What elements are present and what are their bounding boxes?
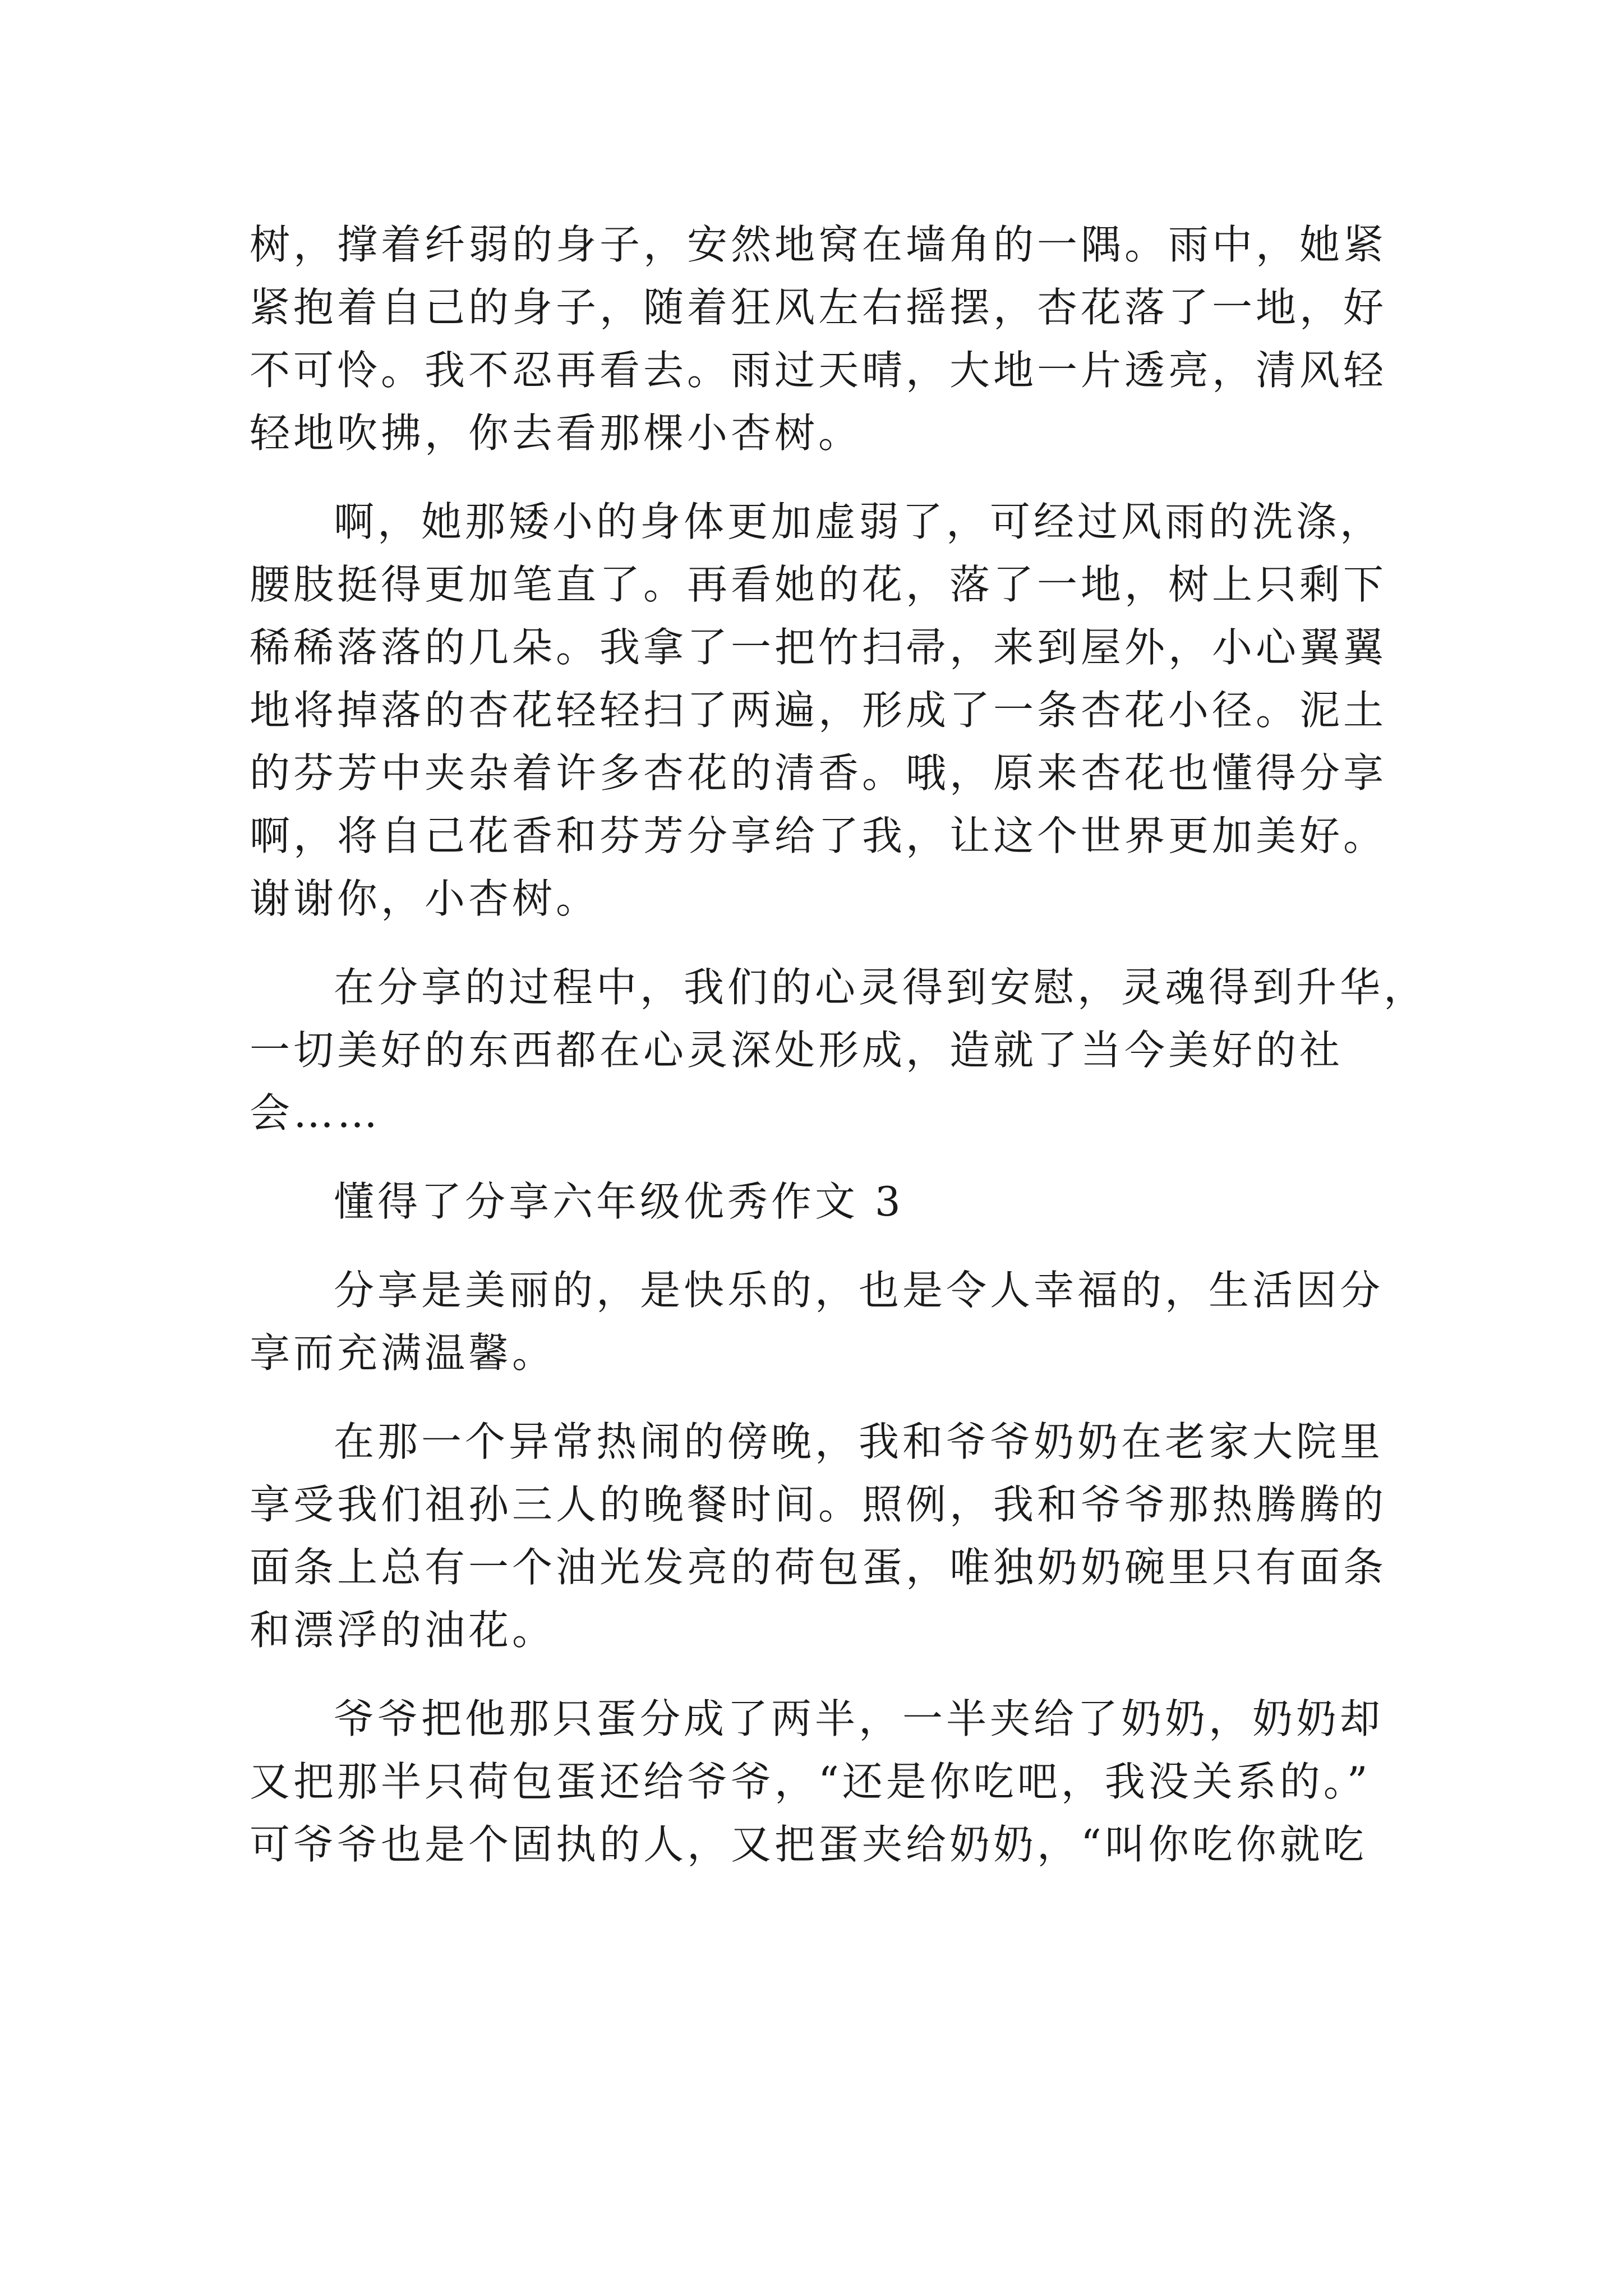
text-line: 谢谢你，小杏树。 (250, 875, 600, 922)
text-line: 不可怜。我不忍再看去。雨过天晴，大地一片透亮，清风轻 (250, 347, 1387, 394)
paragraph-p5 (250, 1410, 1388, 1662)
text-line: 树，撑着纤弱的身子，安然地窝在墙角的一隅。雨中，她紧 (250, 221, 1387, 268)
text-line: 在分享的过程中，我们的心灵得到安慰，灵魂得到升华， (334, 964, 1428, 1011)
paragraph-p1 (250, 213, 1388, 464)
text-line: 一切美好的东西都在心灵深处形成，造就了当今美好的社 (250, 1027, 1344, 1074)
text-line: 的芬芳中夹杂着许多杏花的清香。哦，原来杏花也懂得分享 (250, 749, 1387, 797)
text-line: 可爷爷也是个固执的人，又把蛋夹给奶奶，“叫你吃你就吃 (250, 1821, 1367, 1868)
text-line: 腰肢挺得更加笔直了。再看她的花，落了一地，树上只剩下 (250, 561, 1387, 608)
paragraph-p6 (250, 1687, 1388, 1876)
text-line: 稀稀落落的几朵。我拿了一把竹扫帚，来到屋外，小心翼翼 (250, 624, 1387, 671)
text-line: 爷爷把他那只蛋分成了两半，一半夹给了奶奶，奶奶却 (334, 1695, 1384, 1742)
text-line: 享而充满温馨。 (250, 1329, 556, 1377)
text-line: 面条上总有一个油光发亮的荷包蛋，唯独奶奶碗里只有面条 (250, 1544, 1387, 1591)
text-line: 和漂浮的油花。 (250, 1607, 556, 1654)
paragraph-p3 (250, 956, 1428, 1144)
paragraph-p4 (250, 1259, 1388, 1384)
text-line: 会…… (250, 1089, 381, 1137)
text-line: 紧抱着自己的身子，随着狂风左右摇摆，杏花落了一地，好 (250, 284, 1387, 331)
text-line: 享受我们祖孙三人的晚餐时间。照例，我和爷爷那热腾腾的 (250, 1481, 1387, 1528)
paragraph-p2 (250, 490, 1388, 930)
text-line: 分享是美丽的，是快乐的，也是令人幸福的，生活因分 (334, 1267, 1384, 1314)
text-line: 啊，她那矮小的身体更加虚弱了，可经过风雨的洗涤， (334, 498, 1384, 545)
text-line: 地将掉落的杏花轻轻扫了两遍，形成了一条杏花小径。泥土 (250, 687, 1387, 734)
heading-line: 懂得了分享六年级优秀作文 3 (334, 1178, 904, 1225)
text-line: 啊，将自己花香和芬芳分享给了我，让这个世界更加美好。 (250, 812, 1387, 859)
document-page (250, 213, 1428, 1876)
text-line: 轻地吹拂，你去看那棵小杏树。 (250, 409, 863, 457)
text-line: 又把那半只荷包蛋还给爷爷，“还是你吃吧，我没关系的。” (250, 1758, 1371, 1805)
text-line: 在那一个异常热闹的傍晚，我和爷爷奶奶在老家大院里 (334, 1418, 1384, 1465)
section-heading (250, 1170, 1388, 1233)
